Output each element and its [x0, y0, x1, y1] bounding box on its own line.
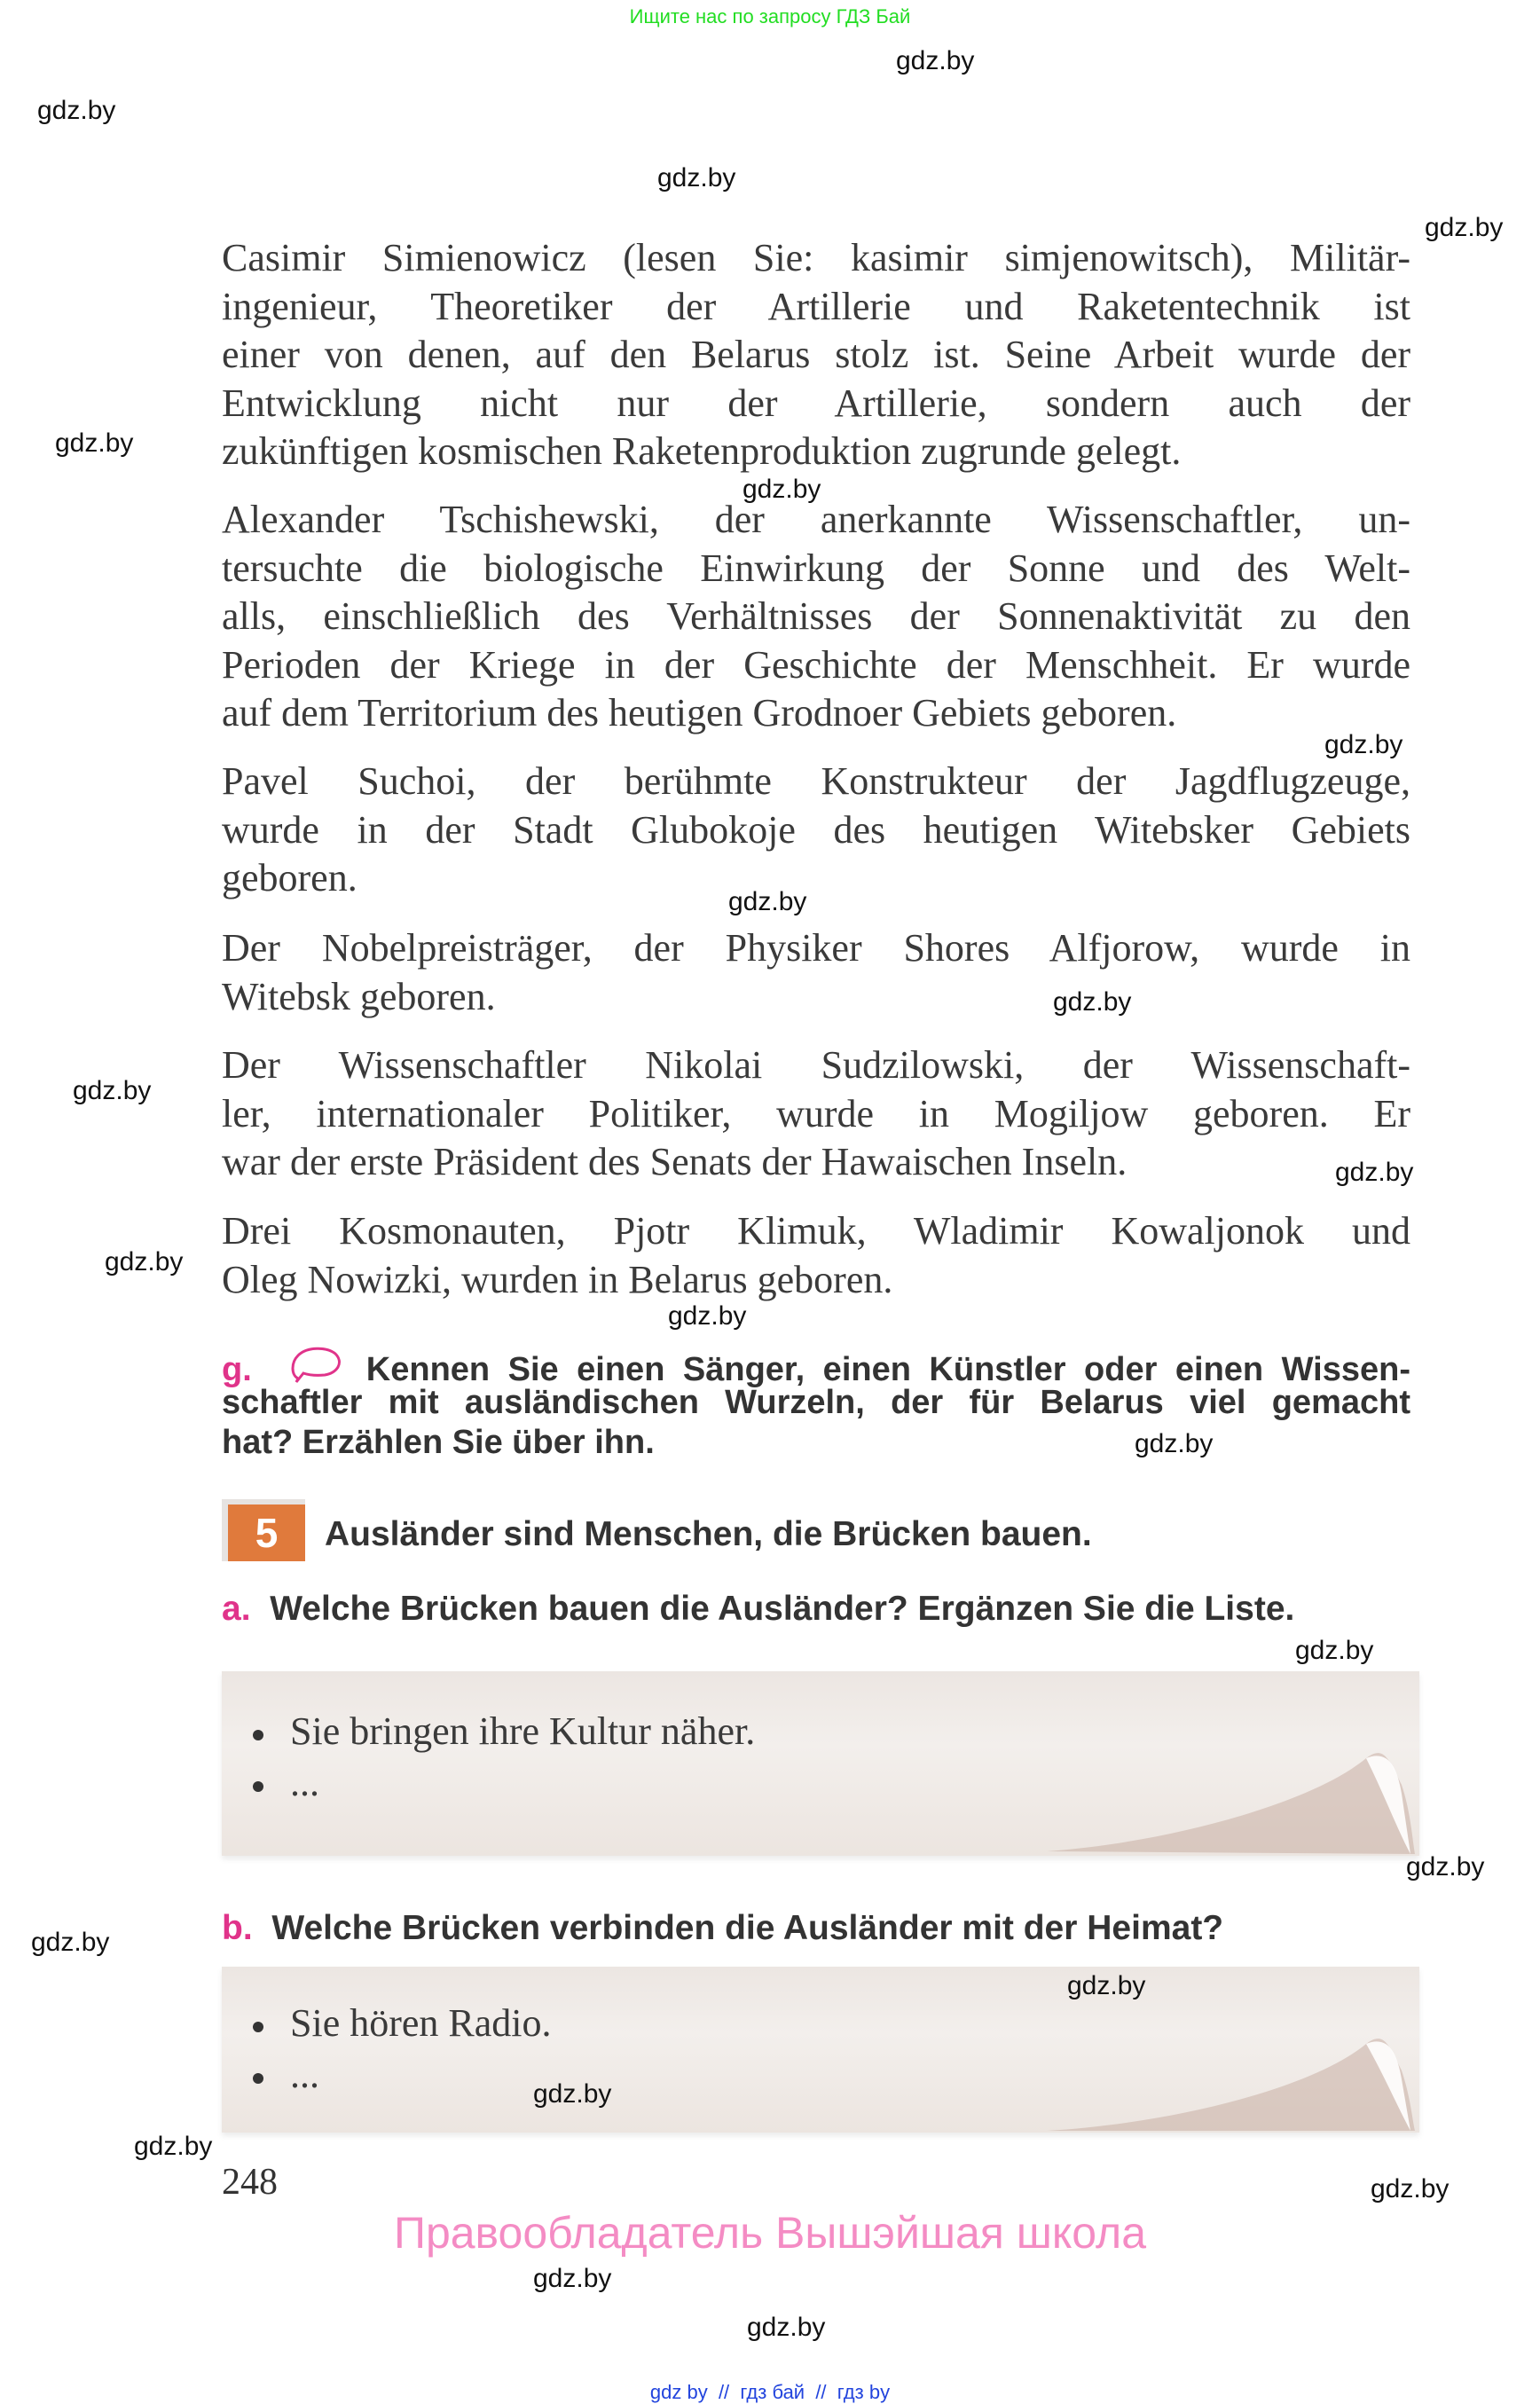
task-g	[222, 1343, 1410, 1463]
paragraph	[222, 496, 1410, 738]
list-item: Sie bringen ihre Kultur näher.	[253, 1709, 755, 1754]
watermark: gdz.by	[1425, 213, 1504, 242]
task-text: schaftler mit ausländischen Wurzeln, der für Belarus viel gemacht	[222, 1384, 1410, 1421]
exercise-title: Ausländer sind Menschen, die Brücken bauen.	[325, 1515, 1092, 1553]
answer-list-b	[222, 1967, 1419, 2133]
paragraph-line: einer von denen, auf den Belarus stolz ist. Seine Arbeit wurde der	[222, 333, 1410, 376]
watermark: gdz.by	[1335, 1158, 1414, 1187]
watermark: gdz.by	[1053, 987, 1132, 1017]
exercise-number-badge	[222, 1499, 305, 1561]
paragraph-line: geboren.	[222, 856, 358, 900]
watermark: gdz.by	[1406, 1852, 1485, 1882]
watermark: gdz.by	[55, 428, 134, 458]
watermark: gdz.by	[1324, 730, 1403, 759]
watermark: gdz.by	[1067, 1971, 1146, 2000]
list-item[interactable]: ...	[253, 2052, 319, 2097]
paragraph-line: alls, einschließlich des Verhältnisses der Sonnenaktivität zu den	[222, 594, 1410, 638]
paragraph-line: Entwicklung nicht nur der Artillerie, sondern auch der	[222, 381, 1410, 425]
task-a	[222, 1590, 1294, 1629]
watermark: gdz.by	[896, 46, 975, 75]
paragraph-line: Casimir Simienowicz (lesen Sie: kasimir simjenowitsch), Militär-	[222, 236, 1410, 279]
watermark: gdz.by	[1371, 2174, 1450, 2204]
paragraph-line: ingenieur, Theoretiker der Artillerie und Raketentechnik ist	[222, 284, 1410, 328]
watermark: gdz.by	[31, 1928, 110, 1957]
paragraph-line: wurde in der Stadt Glubokoje des heutigen Witebsker Gebiets	[222, 807, 1410, 852]
task-text: Kennen Sie einen Sänger, einen Künstler oder einen Wissen-	[365, 1351, 1410, 1388]
footer-links[interactable]: gdz by // гдз бай // гдз by	[649, 2381, 891, 2403]
header-banner[interactable]: Ищите нас по запросу ГДЗ Бай	[629, 5, 911, 27]
task-letter: b.	[222, 1909, 253, 1947]
task-text: Welche Brücken verbinden die Ausländer mit der Heimat?	[271, 1909, 1224, 1947]
paragraph-line: Perioden der Kriege in der Geschichte der Menschheit. Er wurde	[222, 642, 1410, 687]
task-letter: a.	[222, 1590, 251, 1628]
page-number: 248	[222, 2162, 278, 2203]
paragraph-line: Der Wissenschaftler Nikolai Sudzilowski, der Wissenschaft-	[222, 1043, 1410, 1087]
watermark: gdz.by	[134, 2132, 213, 2161]
answer-list-a	[222, 1671, 1419, 1856]
watermark: gdz.by	[728, 887, 807, 916]
task-b	[222, 1909, 1223, 1948]
watermark: gdz.by	[105, 1247, 184, 1277]
watermark: gdz.by	[657, 163, 736, 192]
paragraph-line: auf dem Territorium des heutigen Grodnoer Gebiets geboren.	[222, 691, 1177, 735]
watermark: gdz.by	[73, 1076, 152, 1105]
paragraph-line: Oleg Nowizki, wurden in Belarus geboren.	[222, 1257, 893, 1301]
paragraph-line: zukünftigen kosmischen Raketenproduktion zugrunde gelegt.	[222, 429, 1182, 473]
exercise-number: 5	[228, 1504, 305, 1561]
paragraph-line: Pavel Suchoi, der berühmte Konstrukteur der Jagdflugzeuge,	[222, 759, 1410, 803]
paragraph-line: tersuchte die biologische Einwirkung der Sonne und des Welt-	[222, 546, 1410, 590]
paragraph-line: Der Nobelpreisträger, der Physiker Shores Alfjorow, wurde in	[222, 926, 1410, 970]
watermark: gdz.by	[1135, 1429, 1214, 1458]
watermark: gdz.by	[37, 96, 116, 125]
watermark: gdz.by	[533, 2079, 612, 2109]
watermark: gdz.by	[742, 475, 821, 504]
watermark: gdz.by	[668, 1301, 747, 1331]
paragraph-line: war der erste Präsident des Senats der Hawaischen Inseln.	[222, 1140, 1128, 1183]
paragraph-line: Alexander Tschishewski, der anerkannte Wissenschaftler, un-	[222, 498, 1410, 541]
watermark: gdz.by	[1295, 1636, 1374, 1665]
task-text: hat? Erzählen Sie über ihn.	[222, 1424, 655, 1461]
watermark: gdz.by	[747, 2313, 826, 2342]
paragraph	[222, 1041, 1410, 1187]
paragraph	[222, 924, 1410, 1021]
task-text: Welche Brücken bauen die Ausländer? Ergänzen Sie die Liste.	[270, 1590, 1295, 1628]
task-letter: g.	[222, 1351, 252, 1388]
page-curl-icon	[1047, 1991, 1419, 2133]
list-item: Sie hören Radio.	[253, 2000, 552, 2046]
paragraph	[222, 758, 1410, 903]
paragraph-line: Witebsk geboren.	[222, 974, 496, 1018]
speech-bubble-icon	[286, 1343, 344, 1387]
watermark: gdz.by	[533, 2264, 612, 2293]
copyright-notice: Правообладатель Вышэйшая школа	[394, 2208, 1146, 2258]
paragraph	[222, 234, 1410, 476]
list-item[interactable]: ...	[253, 1760, 319, 1805]
paragraph-line: ler, internationaler Politiker, wurde in Mogiljow geboren. Er	[222, 1091, 1410, 1135]
page-curl-icon	[1047, 1696, 1419, 1856]
paragraph-line: Drei Kosmonauten, Pjotr Klimuk, Wladimir Kowaljonok und	[222, 1209, 1410, 1253]
paragraph	[222, 1207, 1410, 1304]
